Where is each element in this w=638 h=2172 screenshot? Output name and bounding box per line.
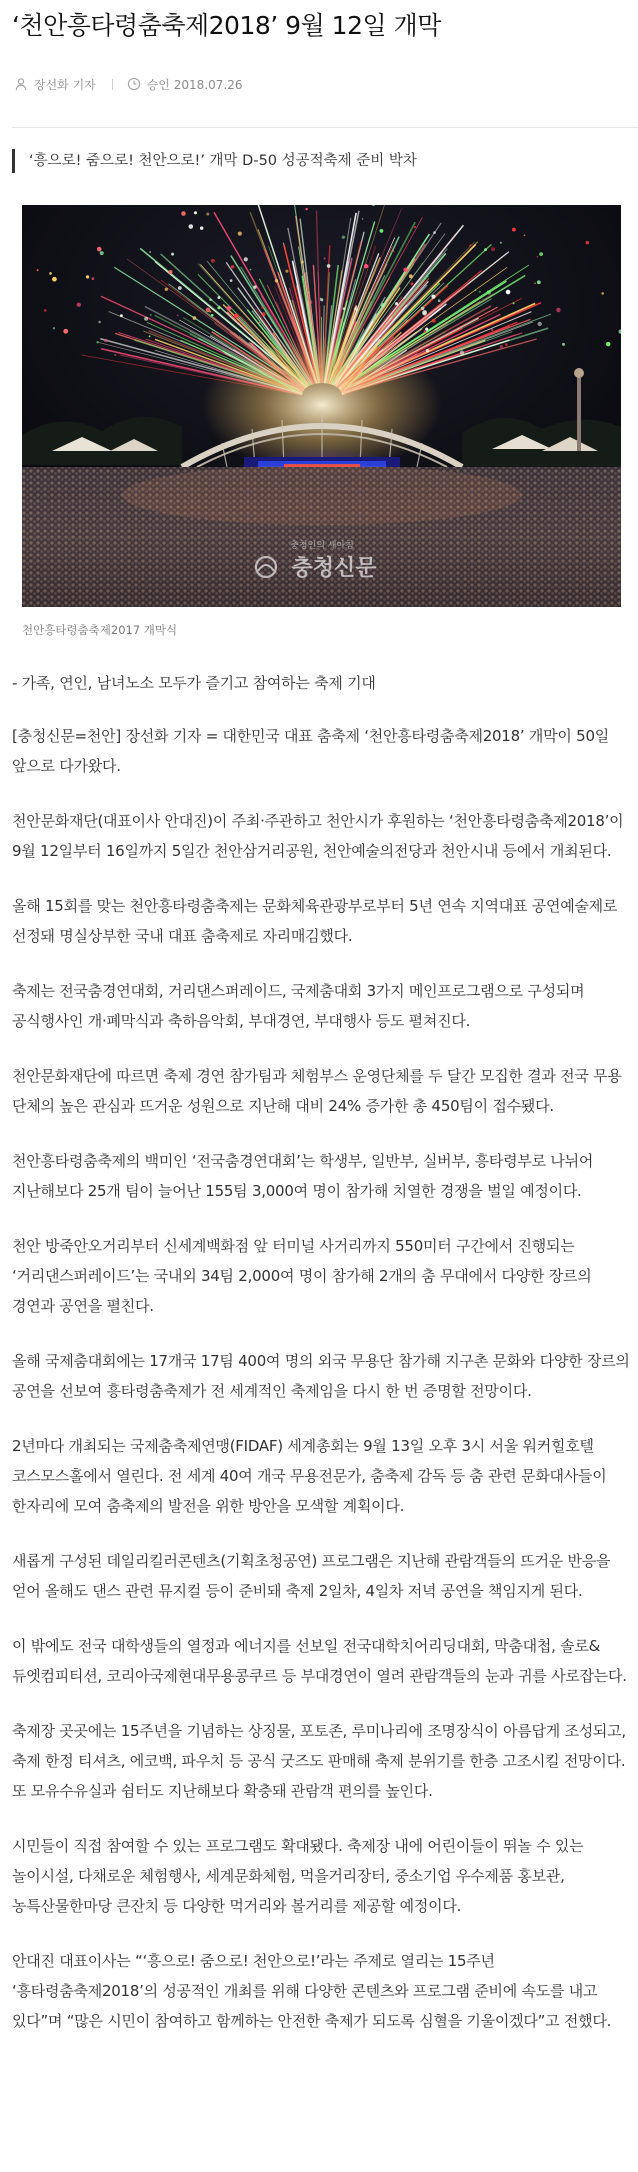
firework-spark (342, 235, 345, 238)
article-subtitle: ‘흥으로! 줌으로! 천안으로!’ 개막 D-50 성공적축제 준비 박차 (12, 149, 417, 173)
firework-spark (63, 329, 68, 334)
firework-spark (433, 231, 436, 234)
firework-spark (165, 288, 168, 291)
firework-spark (403, 268, 407, 272)
firework-spark (253, 285, 257, 289)
firework-spark (200, 226, 204, 230)
user-icon (14, 77, 28, 91)
firework-spark (144, 317, 148, 321)
firework-spark (500, 242, 502, 244)
firework-spark (211, 314, 213, 316)
firework-spark (189, 224, 194, 229)
clock-icon (127, 77, 141, 91)
firework-spark (181, 211, 186, 216)
header-divider (12, 127, 638, 128)
firework-spark (491, 247, 495, 251)
firework-spark (438, 299, 441, 302)
firework-spark (114, 354, 116, 356)
article-title: ‘천안흥타령춤축제2018’ 9월 12일 개막 (12, 11, 441, 40)
firework-spark (308, 291, 310, 293)
article-paragraph: 천안흥타령춤축제의 백미인 ‘전국춤경연대회’는 학생부, 일반부, 실버부, 흥타령부로 나뉘어 지난해보다 25개 팀이 늘어난 155팀 3,000여 명이 참가해 치열한 경쟁을 벌일 예정이다. (12, 1152, 594, 1200)
firework-spark (37, 269, 39, 271)
firework-spark (380, 229, 384, 233)
firework-spark (534, 282, 536, 284)
firework-spark (49, 272, 52, 275)
firework-spark (324, 258, 326, 260)
firework-spark (392, 250, 394, 252)
approved-date: 승인 2018.07.26 (146, 77, 243, 92)
article-paragraph: 시민들이 직접 참여할 수 있는 프로그램도 확대됐다. 축제장 내에 어린이들이 뛰놀 수 있는 놀이시설, 다채로운 체험행사, 세계문화체험, 먹을거리장터, 중소기업 우수제품 홍보관, 농특산물한마당 큰잔치 등 다양한 먹거리와 볼거리를 제공할 예정이다. (12, 1837, 584, 1915)
firework-spark (469, 244, 471, 246)
article-paragraph: 천안문화재단에 따르면 축제 경연 참가팀과 체험부스 운영단체를 두 달간 모집한 결과 전국 무용 단체의 높은 관심과 뜨거운 성원으로 지난해 대비 24% 증가한 총 450팀이 접수됐다. (12, 1067, 622, 1115)
firework-spark (98, 321, 101, 324)
fireworks-concert-image (22, 205, 621, 607)
firework-spark (178, 286, 182, 290)
firework-spark (537, 280, 541, 284)
firework-spark (327, 264, 331, 268)
firework-spark (244, 257, 248, 261)
firework-spark (512, 302, 514, 304)
firework-spark (96, 341, 98, 343)
firework-spark (449, 349, 451, 351)
firework-spark (193, 316, 197, 320)
firework-spark (505, 343, 508, 346)
article-paragraph: 축제장 곳곳에는 15주년을 기념하는 상징물, 포토존, 루미나리에 조명장식이 아름답게 조성되고, 축제 한정 티셔츠, 에코백, 파우치 등 공식 굿즈도 판매해 축제 분위기를 한층 고조시킬 전망이다. 또 모유수유실과 쉼터도 지난해보다 확충돼 관람객 편의를 높인다. (12, 1722, 626, 1800)
meta-divider (112, 79, 113, 90)
firework-spark (150, 314, 152, 316)
article-lead: - 가족, 연인, 남녀노소 모두가 즐기고 참여하는 축제 기대 (12, 674, 376, 692)
firework-spark (426, 349, 430, 353)
article-paragraph: 축제는 전국춤경연대회, 거리댄스퍼레이드, 국제춤대회 3가지 메인프로그램으로 구성되며 공식행사인 개·폐막식과 축하음악회, 부대경연, 부대행사 등도 펼쳐진다. (12, 982, 585, 1030)
firework-spark (97, 247, 102, 252)
firework-spark (217, 306, 220, 309)
firework-spark (231, 265, 234, 268)
article-photo[interactable] (22, 205, 621, 607)
article-paragraph: 이 밖에도 전국 대학생들의 열정과 에너지를 선보일 전국대학치어리딩대회, 막춤대첩, 솔로&듀엣컴피티션, 코리아국제현대무용콩쿠르 등 부대경연이 열려 관람객들의 눈과 귀를 사로잡는다. (12, 1637, 627, 1685)
svg-text:충청신문: 충청신문 (291, 556, 377, 581)
firework-spark (512, 228, 516, 232)
firework-spark (460, 350, 464, 354)
firework-spark (258, 322, 260, 324)
article-paragraph: 천안문화재단(대표이사 안대진)이 주최·주관하고 천안시가 후원하는 ‘천안흥타령춤축제2018’이 9월 12일부터 16일까지 5일간 천안삼거리공원, 천안예술의전당과 천안시내 등에서 개최된다. (12, 812, 624, 860)
firework-spark (206, 212, 209, 215)
firework-spark (586, 241, 590, 245)
firework-spark (261, 306, 264, 309)
article-body (12, 668, 630, 2061)
firework-spark (424, 330, 426, 332)
firework-spark (362, 218, 364, 220)
firework-spark (86, 275, 89, 278)
firework-spark (301, 260, 304, 263)
firework-spark (77, 303, 81, 307)
firework-spark (234, 314, 239, 319)
firework-spark (171, 253, 174, 256)
firework-spark (381, 303, 385, 307)
firework-spark (53, 327, 55, 329)
firework-spark (481, 348, 483, 350)
article-paragraph: 2년마다 개최되는 국제춤축제연맹(FIDAF) 세계총회는 9월 13일 오후 3시 서울 워커힐호텔 코스모스홀에서 열린다. 전 세계 40여 개국 무용전문가, 춤축제 감독 등 춤 관련 문화대사들이 한자리에 모여 춤축제의 발전을 위한 방안을 모색할 계획이다. (12, 1437, 607, 1515)
svg-text:충청인의 새아침: 충청인의 새아침 (290, 541, 354, 551)
firework-spark (524, 234, 526, 236)
firework-spark (395, 302, 398, 305)
firework-spark (100, 251, 104, 255)
article-paragraph: 천안 방죽안오거리부터 신세계백화점 앞 터미널 사거리까지 550미터 구간에서 진행되는 ‘거리댄스퍼레이드’는 국내외 34팀 2,000여 명이 참가해 2개의 춤 무대에서 다양한 장르의 경연과 공연을 펼친다. (12, 1237, 592, 1315)
firework-spark (343, 307, 346, 310)
firework-spark (414, 226, 416, 228)
firework-spark (275, 279, 278, 282)
article-paragraph: 올해 15회를 맞는 천안흥타령춤축제는 문화체육관광부로부터 5년 연속 지역대표 공연예술제로 선정돼 명실상부한 국내 대표 춤축제로 자리매김했다. (12, 897, 618, 945)
photo-caption: 천안흥타령춤축제2017 개막식 (22, 623, 178, 637)
article-paragraph: [충청신문=천안] 장선화 기자 = 대한민국 대표 춤축제 ‘천안흥타령춤축제2018’ 개막이 50일 앞으로 다가왔다. (12, 727, 609, 775)
firework-spark (309, 300, 313, 304)
firework-spark (320, 298, 322, 300)
firework-spark (409, 274, 413, 278)
firework-spark (44, 309, 47, 312)
firework-spark (238, 232, 242, 236)
firework-spark (484, 248, 487, 251)
firework-spark (206, 308, 211, 313)
firework-spark (537, 256, 539, 258)
firework-spark (475, 289, 477, 291)
firework-spark (149, 335, 151, 337)
firework-spark (364, 264, 368, 268)
firework-spark (209, 298, 212, 301)
firework-spark (194, 211, 197, 214)
firework-spark (538, 322, 542, 326)
article-meta (14, 74, 243, 94)
firework-spark (104, 339, 108, 343)
firework-spark (491, 329, 493, 331)
firework-spark (177, 314, 179, 316)
firework-spark (230, 279, 233, 282)
firework-spark (305, 208, 307, 210)
firework-spark (432, 319, 436, 323)
firework-spark (422, 310, 427, 315)
article-paragraph: 올해 국제춤대회에는 17개국 17팀 400여 명의 외국 무용단 참가해 지구촌 문화와 다양한 장르의 공연을 선보여 흥타령춤축제가 전 세계적인 축제임을 다시 한 번 증명할 전망이다. (12, 1352, 630, 1400)
article-paragraph: 안대진 대표이사는 “‘흥으로! 줌으로! 천안으로!’라는 주제로 열리는 15주년 ‘흥타령춤축제2018’의 성공적인 개최를 위해 다양한 콘텐츠와 프로그램 준비에 속도를 내고 있다”며 “많은 시민이 참여하고 함께하는 안전한 축제가 되도록 심혈을 기울이겠다”고 전했다. (12, 1952, 612, 2030)
firework-spark (487, 290, 491, 294)
firework-spark (500, 345, 503, 348)
firework-spark (285, 270, 288, 273)
article-paragraph: 새롭게 구성된 데일리킬러콘텐츠(기획초청공연) 프로그램은 지난해 관람객들의 뜨거운 반응을 얻어 올해도 댄스 관련 뮤지컬 등이 준비돼 축제 2일차, 4일차 저녁 공연을 책임지게 된다. (12, 1552, 611, 1600)
firework-spark (431, 295, 435, 299)
firework-spark (250, 269, 252, 271)
firework-spark (562, 343, 565, 346)
firework-spark (539, 252, 543, 256)
firework-spark (421, 307, 424, 310)
reporter-name[interactable]: 장선화 기자 (34, 77, 96, 92)
firework-spark (149, 251, 151, 253)
firework-spark (92, 277, 95, 280)
firework-spark (52, 277, 57, 282)
firework-spark (227, 306, 232, 311)
firework-spark (506, 290, 511, 295)
firework-spark (211, 259, 215, 263)
firework-spark (169, 270, 173, 274)
firework-spark (556, 308, 560, 312)
firework-spark (411, 282, 414, 285)
firework-spark (354, 307, 357, 310)
firework-spark (601, 292, 604, 295)
firework-spark (479, 291, 481, 293)
firework-spark (120, 314, 123, 317)
firework-spark (262, 312, 266, 316)
firework-spark (425, 328, 428, 331)
firework-spark (218, 296, 221, 299)
firework-spark (606, 342, 610, 346)
